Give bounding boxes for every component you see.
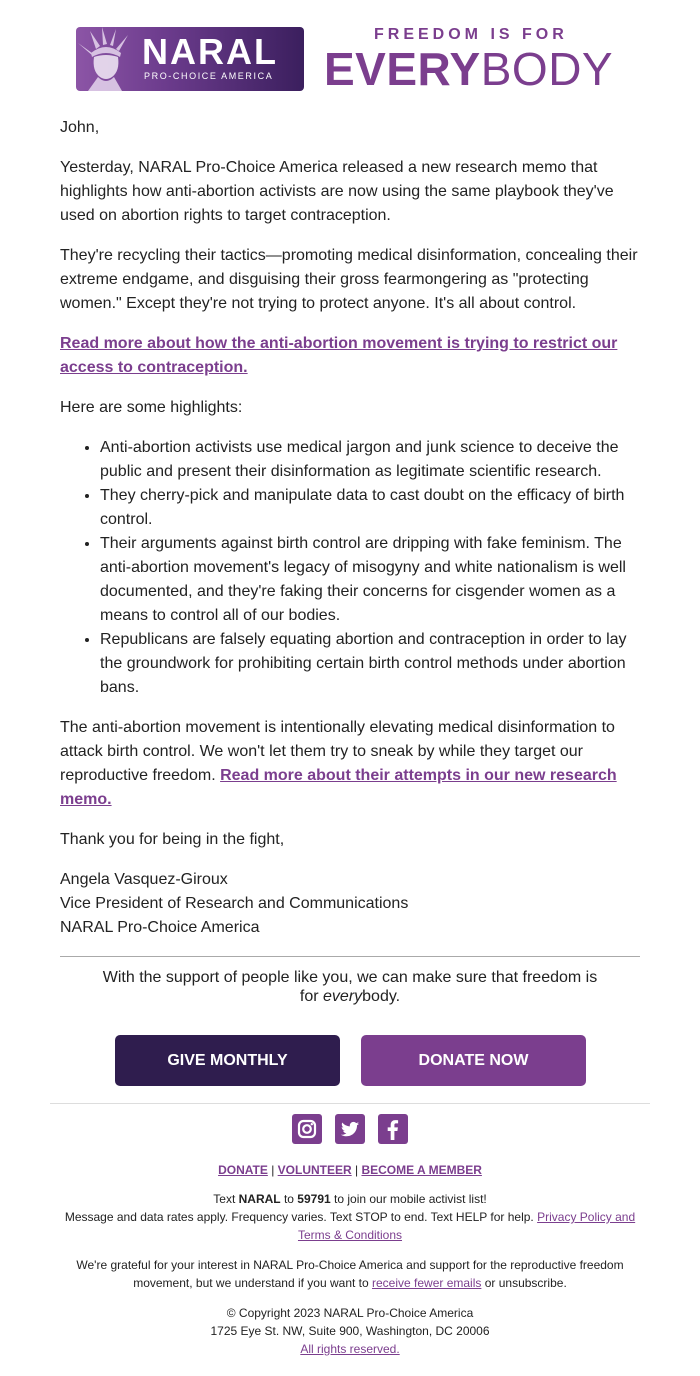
link-paragraph	[60, 332, 650, 380]
tagline-bold: EVERY	[324, 43, 481, 95]
sms-notice	[60, 1190, 640, 1244]
contraception-link[interactable]: Read more about how the anti-abortion movement is trying to restrict our access to contraception.	[60, 335, 618, 376]
footer-volunteer-link[interactable]: VOLUNTEER	[277, 1163, 352, 1177]
link-separator: |	[351, 1163, 362, 1177]
copyright-block	[60, 1304, 640, 1358]
grateful-text: We're grateful for your interest in NARAL Pro-Choice America and support for the reproductive freedom movement, but we understand if you want to	[76, 1258, 624, 1290]
unsubscribe-notice	[60, 1256, 640, 1292]
support-emphasis: every	[323, 988, 363, 1005]
sms-keyword: NARAL	[238, 1192, 281, 1206]
signature-name: Angela Vasquez-Giroux	[60, 871, 228, 888]
link-separator: |	[267, 1163, 278, 1177]
tagline-rest: BODY	[480, 43, 614, 95]
tagline-top: FREEDOM IS FOR	[374, 26, 568, 43]
tagline-bottom	[324, 44, 613, 94]
sms-number: 59791	[297, 1192, 331, 1206]
list-item: • Their arguments against birth control are dripping with fake feminism. The anti-abortion movement's legacy of misogyny and white nationalism is well documented, and they're faking their concerns for cisgender women as a means to control all of our bodies.	[100, 532, 650, 628]
signature	[60, 868, 650, 940]
signature-title: Vice President of Research and Communications	[60, 895, 409, 912]
logo-name: NARAL	[142, 31, 278, 72]
footer-divider	[50, 1103, 650, 1104]
divider	[60, 956, 640, 957]
address: 1725 Eye St. NW, Suite 900, Washington, DC 20006	[210, 1324, 490, 1338]
signature-org: NARAL Pro-Choice America	[60, 919, 260, 936]
paragraph-3	[60, 716, 650, 812]
sms-text-to: to	[280, 1192, 298, 1206]
greeting: John,	[60, 119, 100, 136]
privacy-policy-link[interactable]: Privacy Policy and Terms & Conditions	[297, 1210, 636, 1242]
list-item: • Republicans are falsely equating abortion and contraception in order to lay the groundwork for prohibiting certain birth control methods under abortion bans.	[100, 628, 650, 700]
logo-subtitle: PRO-CHOICE AMERICA	[144, 71, 274, 81]
paragraph-3-text: The anti-abortion movement is intentionally elevating medical disinformation to attack birth control. We won't let them try to sneak by while they target our reproductive freedom.	[60, 719, 615, 784]
email-header	[0, 0, 700, 110]
statue-of-liberty-icon	[76, 27, 144, 91]
grateful-text-end: or unsubscribe.	[484, 1276, 567, 1290]
donate-now-button[interactable]: DONATE NOW	[361, 1035, 586, 1086]
footer-member-link[interactable]: BECOME A MEMBER	[361, 1163, 482, 1177]
footer-donate-link[interactable]: DONATE	[218, 1163, 268, 1177]
list-item: • They cherry-pick and manipulate data to cast doubt on the efficacy of birth control.	[100, 484, 650, 532]
support-message	[100, 968, 600, 1006]
list-item: • Anti-abortion activists use medical jargon and junk science to deceive the public and present their disinformation as legitimate scientific research.	[100, 436, 650, 484]
highlights-list	[60, 436, 650, 700]
research-memo-link[interactable]: Read more about their attempts in our new research memo.	[60, 767, 617, 808]
paragraph-1: Yesterday, NARAL Pro-Choice America released a new research memo that highlights how anti-abortion activists are now using the same playbook they've used on abortion rights to target contraception.	[60, 159, 614, 224]
fewer-emails-link[interactable]: receive fewer emails	[372, 1276, 482, 1290]
rights-reserved-link[interactable]: All rights reserved.	[300, 1342, 400, 1356]
paragraph-2: They're recycling their tactics—promoting medical disinformation, concealing their extreme endgame, and disguising their gross fearmongering as "protecting women." Except they're not trying to protect anyone. It's all about control.	[60, 247, 638, 312]
email-body	[60, 116, 650, 940]
highlights-intro: Here are some highlights:	[60, 399, 243, 416]
sms-text-suffix: to join our mobile activist list!	[330, 1192, 487, 1206]
facebook-icon[interactable]	[378, 1114, 408, 1144]
signoff: Thank you for being in the fight,	[60, 831, 285, 848]
sms-text-prefix: Text	[213, 1192, 239, 1206]
support-text: With the support of people like you, we can make sure that freedom is for	[102, 969, 598, 1005]
support-text-end: body.	[362, 988, 401, 1005]
copyright: © Copyright 2023 NARAL Pro-Choice America	[226, 1306, 474, 1320]
twitter-icon[interactable]	[335, 1114, 365, 1144]
naral-logo[interactable]	[76, 27, 304, 91]
footer-links	[0, 1162, 700, 1178]
instagram-icon[interactable]	[292, 1114, 322, 1144]
give-monthly-button[interactable]: GIVE MONTHLY	[115, 1035, 340, 1086]
sms-rates: Message and data rates apply. Frequency varies. Text STOP to end. Text HELP for help.	[64, 1210, 534, 1224]
